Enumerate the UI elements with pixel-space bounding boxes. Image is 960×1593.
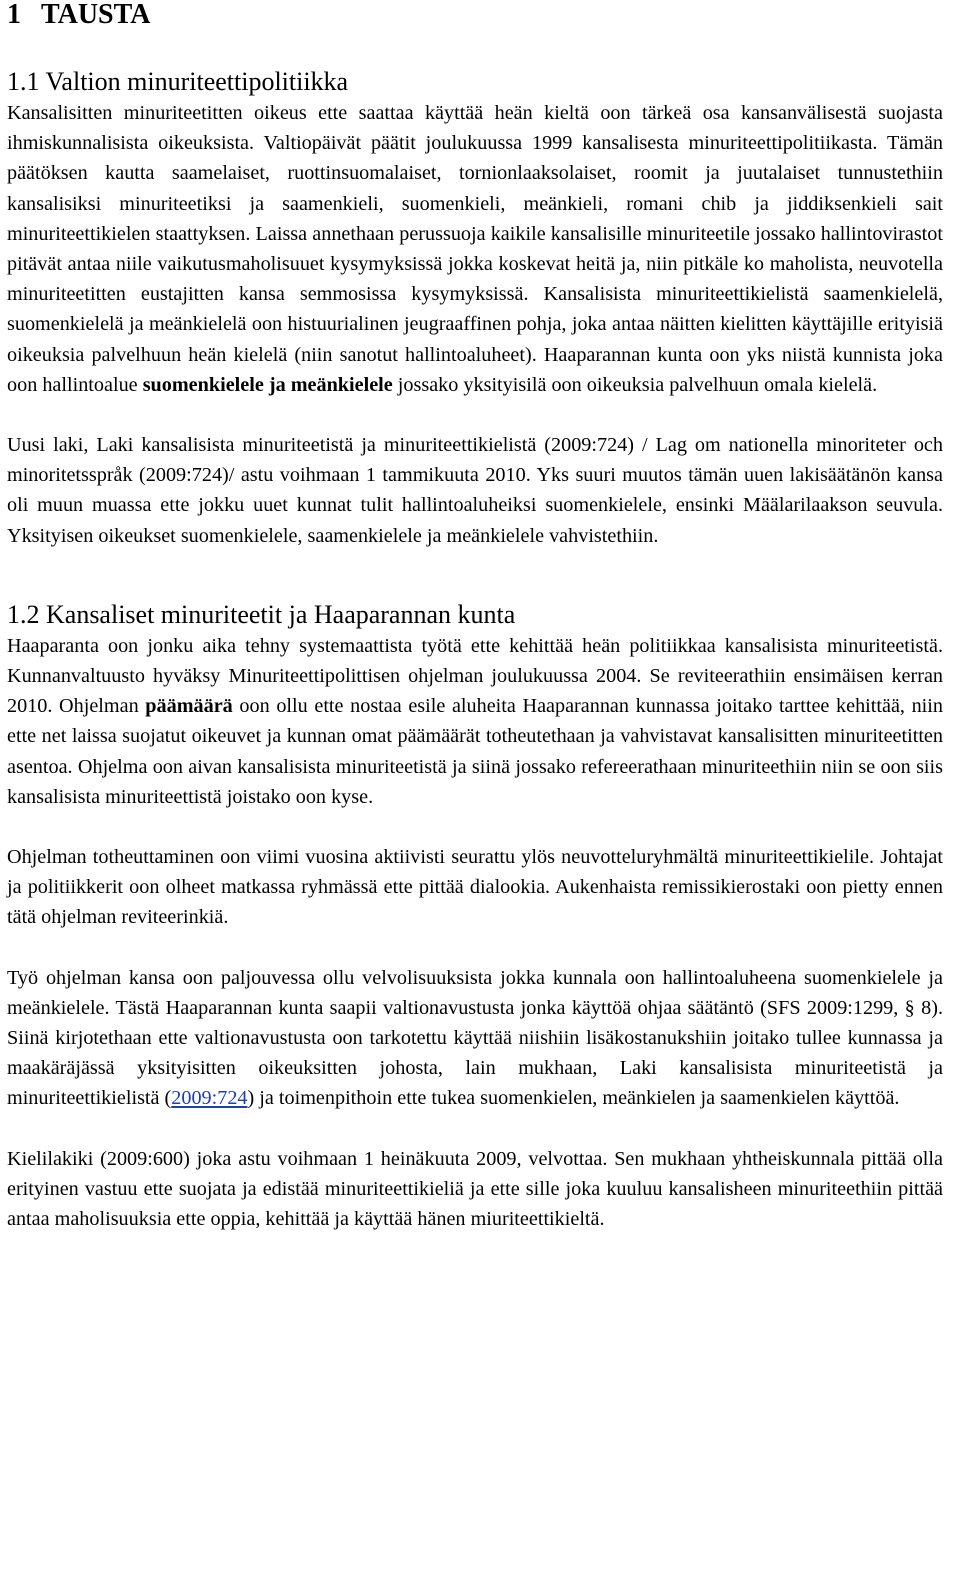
paragraph-text: Kansalisitten minuriteetitten oikeus ette saattaa käyttää heän kieltä oon tärkeä osa kansanvälisestä suojasta ihmiskunnalisista oikeuksista. Valtiopäivät päätit joulukuussa 1999 kansalisesta minuriteettipolitiikasta. Tämän päätöksen kautta saamelaiset, ruottinsuomalaiset, tornionlaaksolaiset, roomit ja juutalaiset tunnustethiin kansalisiksi minuriteetiksi ja saamenkieli, suomenkieli, meänkieli, romani chib ja jiddiksenkieli sait minuriteettikielen staattyksen. Laissa annethaan perussuoja kaikile kansalisille minuriteetile jossako hallintovirastot pitävät antaa niile vaikutusmaholisuuet kysymyksissä jokka koskevat heitä ja, niin pitkäle ko maholista, neuvotella minuriteetitten eustajitten kansa semmosissa kysymyksissä. Kansalisista minuriteettikielistä saamenkielelä, suomenkielelä ja meänkielelä oon histuurialinen jeugraaffinen pohja, joka antaa näitten kielitten käyttäjille erityisiä oikeuksia palvelhuun heän kielelä (niin sanotut hallintoaluheet). Haaparannan kunta oon yks niistä kunnista joka oon hallintoalue [7, 102, 943, 396]
paragraph-text: Työ ohjelman kansa oon paljouvessa ollu velvolisuuksista jokka kunnala oon hallintoaluheena suomenkielele ja meänkielele. Tästä Haaparannan kunta saapii valtionavustusta jonka käyttöä ohjaa säätäntö (SFS 2009:1299, § 8). Siinä kirjotethaan ette valtionavustusta oon tarkotettu käyttää niishiin lisäkostanukshiin joitako tullee kunnassa ja maakäräjässä yksityisitten oikeuksitten johosta, lain mukhaan, Laki kansalisista minuriteetistä ja minuriteettikielistä ( [7, 966, 943, 1110]
document-page [7, 0, 943, 1234]
chapter-number: 1 [7, 0, 21, 30]
paragraph-text: ) ja toimenpithoin ette tukea suomenkielen, meänkielen ja saamenkielen käyttöä. [247, 1087, 900, 1110]
section-1-2-heading: 1.2 Kansaliset minuriteetit ja Haaparannan kunta [7, 599, 516, 629]
chapter-heading [7, 0, 943, 30]
chapter-title: TAUSTA [41, 0, 151, 30]
section-1-1-paragraph-2: Uusi laki, Laki kansalisista minuriteetistä ja minuriteettikielistä (2009:724) / Lag om nationella minoriteter och minoritetsspråk (2009:724)/ astu voihmaan 1 tammikuuta 2010. Yks suuri muutos tämän uuen lakisäätänön kansa oli muun muassa ette jokku uuet kunnat tulit hallintoaluheiksi suomenkielele, ensinki Määlarilaakson seuvula. Yksityisen oikeukset suomenkielele, saamenkielele ja meänkielele vahvistethiin. [7, 434, 943, 547]
bold-text: päämäärä [145, 695, 233, 718]
paragraph-text: jossako yksityisilä oon oikeuksia palvelhuun omala kielelä. [392, 373, 878, 396]
paragraph-text: oon ollu ette nostaa esile aluheita Haaparannan kunnassa joitako tarttee kehittää, niin ette net laissa suojatut oikeuvet ja kunnan omat päämäärät totheutethaan ja vahvistavat kansalisitten minuriteetitten asentoa. Ohjelma oon aivan kansalisista minuriteetistä ja siinä jossako refereerathaan minuriteethiin niin se oon siis kansalisista minuriteettistä joistako oon kyse. [7, 695, 943, 808]
section-1-1-paragraph-1 [7, 98, 943, 400]
bold-text: suomenkielele ja meänkielele [142, 373, 393, 396]
section-1-2-paragraph-4: Kielilakiki (2009:600) joka astu voihmaan 1 heinäkuuta 2009, velvottaa. Sen mukhaan yhtheiskunnala pittää olla erityinen vastuu ette suojata ja edistää minuriteettikieliä ja ette sille joka kuuluu kansalisheen minuriteethiin pittää antaa maholisuuksia ette oppia, kehittää ja käyttää hänen miuriteettikieltä. [7, 1147, 943, 1231]
section-1-2-paragraph-2: Ohjelman totheuttaminen oon viimi vuosina aktiivisti seurattu ylös neuvotteluryhmältä minuriteettikielile. Johtajat ja politiikkerit oon olheet matkassa ryhmässä ette pittää dialookia. Aukenhaista remissikierostaki oon pietty ennen tätä ohjelman reviteerinkiä. [7, 846, 943, 929]
paragraph-text: Haaparanta oon jonku aika tehny systemaattista työtä ette kehittää heän politiikkaa kansalisista minuriteetistä. Kunnanvaltuusto hyväksy Minuriteettipolittisen ohjelman joulukuussa 2004. Se reviteerathiin ensimäisen kerran 2010. Ohjelman [7, 634, 943, 718]
section-1-1-heading: 1.1 Valtion minuriteettipolitiikka [7, 67, 349, 96]
section-1-2-paragraph-3 [7, 963, 943, 1114]
section-1-2-paragraph-1 [7, 631, 943, 812]
law-link[interactable]: 2009:724 [171, 1087, 248, 1110]
